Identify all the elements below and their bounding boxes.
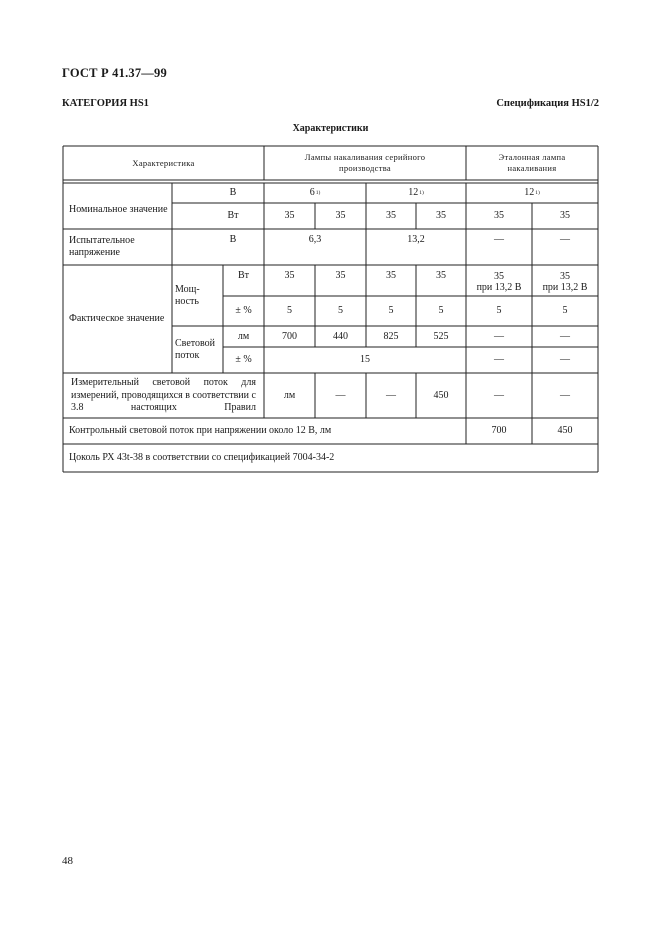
nominal-unit-w: Вт <box>227 210 239 221</box>
flux-cell: 440 <box>333 330 348 342</box>
header-reference-lamp: Эталонная лампа накаливания <box>498 152 566 173</box>
specification-heading: Спецификация HS1/2 <box>496 98 599 109</box>
power-ref-cell: 35 при 13,2 В <box>476 271 522 293</box>
category-heading: КАТЕГОРИЯ HS1 <box>62 98 149 109</box>
test-voltage-12v: 13,2 <box>407 234 425 245</box>
power-label: Мощ- ность <box>175 283 200 307</box>
measuring-flux-cell: — <box>335 389 346 401</box>
header-serial-lamps: Лампы накаливания серийного производства <box>304 152 426 173</box>
power-cell: 35 <box>335 270 346 281</box>
flux-tolerance-value: 15 <box>360 354 370 365</box>
table-title: Характеристики <box>292 123 369 134</box>
luminous-flux-label: Световой поток <box>175 337 216 361</box>
flux-cell: 825 <box>383 330 399 342</box>
test-voltage-ref: — <box>560 234 570 245</box>
nominal-w-cell: 35 <box>386 210 396 221</box>
cap-specification: Цоколь РХ 43t-38 в соответствии со спецификацией 7004-34-2 <box>69 452 335 463</box>
nominal-unit-v: В <box>229 187 237 198</box>
power-tolerance-cell: 5 <box>438 305 444 316</box>
nominal-12v-reference: 12 1) <box>524 187 540 198</box>
power-cell: 35 <box>284 270 295 281</box>
flux-unit: лм <box>237 330 250 342</box>
test-voltage-unit: В <box>229 234 237 245</box>
power-tolerance-cell: 5 <box>562 305 568 316</box>
nominal-w-cell: 35 <box>436 210 446 221</box>
flux-tolerance-unit: ± % <box>235 354 252 365</box>
document-code: ГОСТ Р 41.37—99 <box>62 66 167 80</box>
power-tolerance-unit: ± % <box>235 305 252 316</box>
header-characteristic: Характеристика <box>132 157 195 168</box>
control-flux-label: Контрольный световой поток при напряжении около 12 В, лм <box>69 425 332 436</box>
measuring-flux-cell: — <box>386 389 396 401</box>
flux-tolerance-ref: — <box>494 354 504 365</box>
flux-cell: 700 <box>282 330 297 342</box>
power-tolerance-cell: 5 <box>338 305 343 316</box>
power-cell: 35 <box>436 270 446 281</box>
test-voltage-6v: 6,3 <box>308 234 322 245</box>
control-flux-cell: 450 <box>557 425 573 436</box>
power-unit: Вт <box>237 270 250 281</box>
flux-tolerance-ref: — <box>560 354 570 365</box>
page-number: 48 <box>62 855 73 867</box>
measuring-flux-unit: лм <box>283 389 296 401</box>
nominal-label: Номинальное значение <box>69 204 168 215</box>
control-flux-cell: 700 <box>491 425 507 436</box>
measuring-flux-label: Измерительный световой поток для измерений, проводящихся в соответствии с 3.8 настоящих Правил <box>71 377 256 413</box>
test-voltage-ref: — <box>494 234 504 245</box>
nominal-w-cell: 35 <box>335 210 346 221</box>
flux-cell: 525 <box>433 330 449 342</box>
measuring-flux-cell: 450 <box>433 389 449 401</box>
power-tolerance-cell: 5 <box>496 305 502 316</box>
flux-ref-cell: — <box>560 330 570 342</box>
power-tolerance-cell: 5 <box>388 305 394 316</box>
nominal-12v: 12 1) <box>408 187 424 198</box>
measuring-flux-cell: — <box>494 389 504 401</box>
power-cell: 35 <box>386 270 396 281</box>
flux-ref-cell: — <box>494 330 504 342</box>
actual-value-label: Фактическое значение <box>69 313 165 324</box>
power-tolerance-cell: 5 <box>287 305 292 316</box>
nominal-w-cell: 35 <box>560 210 570 221</box>
nominal-w-cell: 35 <box>284 210 295 221</box>
measuring-flux-cell: — <box>560 389 570 401</box>
test-voltage-label: Испытательное напряжение <box>69 235 135 258</box>
nominal-w-cell: 35 <box>494 210 504 221</box>
power-ref-cell: 35 при 13,2 В <box>542 271 588 293</box>
nominal-6v: 6 1) <box>309 187 321 198</box>
